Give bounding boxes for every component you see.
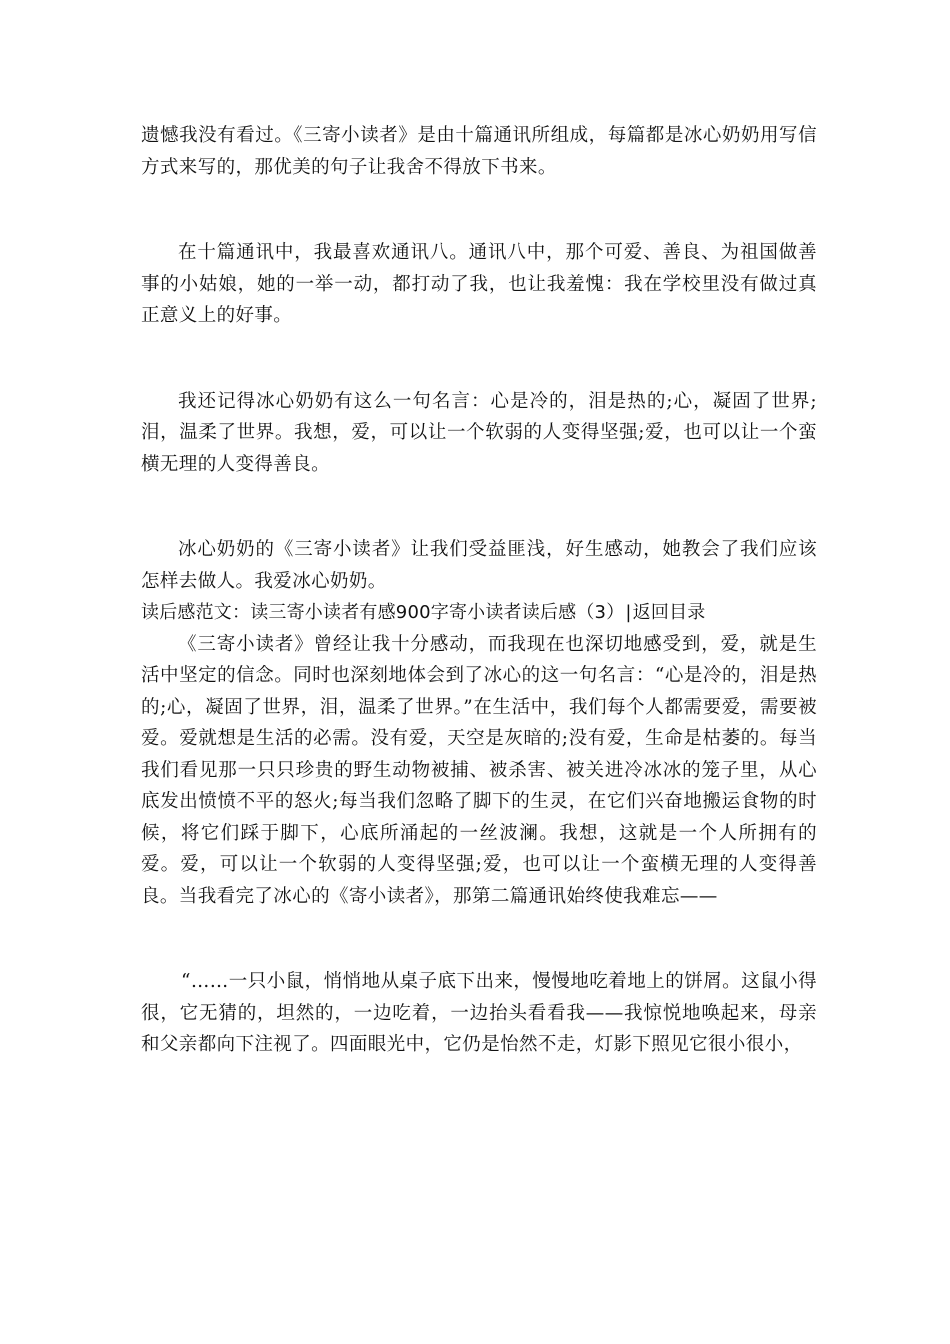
section-heading bbox=[141, 597, 817, 629]
paragraph-6: “……一只小鼠，悄悄地从桌子底下出来，慢慢地吃着地上的饼屑。这鼠小得很，它无猜的，坦然的，一边吃着，一边抬头看看我——我惊悦地唤起来，母亲和父亲都向下注视了。四面眼光中，它仍是怡然不走，灯影下照见它很小很小， bbox=[141, 971, 817, 1055]
section-separator: | bbox=[625, 602, 632, 623]
back-to-contents-link[interactable]: 返回目录 bbox=[632, 602, 706, 623]
document-page bbox=[141, 120, 817, 1061]
paragraph-3: 我还记得冰心奶奶有这么一句名言：心是冷的，泪是热的;心，凝固了世界;泪，温柔了世界。我想，爱，可以让一个软弱的人变得坚强;爱，也可以让一个蛮横无理的人变得善良。 bbox=[141, 390, 817, 475]
paragraph-5: 《三寄小读者》曾经让我十分感动，而我现在也深切地感受到，爱，就是生活中坚定的信念。同时也深刻地体会到了冰心的这一句名言：“心是冷的，泪是热的;心，凝固了世界，泪，温柔了世界。”在生活中，我们每个人都需要爱，需要被爱。爱就想是生活的必需。没有爱，天空是灰暗的;没有爱，生命是枯萎的。每当我们看见那一只只珍贵的野生动物被捕、被杀害、被关进冷冰冰的笼子里，从心底发出愤愤不平的怒火;每当我们忽略了脚下的生灵，在它们兴奋地搬运食物的时候，将它们踩于脚下，心底所涌起的一丝波澜。我想，这就是一个人所拥有的爱。爱，可以让一个软弱的人变得坚强;爱，也可以让一个蛮横无理的人变得善良。当我看完了冰心的《寄小读者》，那第二篇通讯始终使我难忘—— bbox=[141, 633, 817, 907]
paragraph-2: 在十篇通讯中，我最喜欢通讯八。通讯八中，那个可爱、善良、为祖国做善事的小姑娘，她的一举一动，都打动了我，也让我羞愧：我在学校里没有做过真正意义上的好事。 bbox=[141, 242, 817, 326]
section-title: 读后感范文：读三寄小读者有感900字寄小读者读后感（3） bbox=[141, 602, 625, 623]
paragraph-4: 冰心奶奶的《三寄小读者》让我们受益匪浅，好生感动，她教会了我们应该怎样去做人。我爱冰心奶奶。 bbox=[141, 539, 817, 592]
paragraph-1: 遗憾我没有看过。《三寄小读者》是由十篇通讯所组成，每篇都是冰心奶奶用写信方式来写的，那优美的句子让我舍不得放下书来。 bbox=[141, 125, 817, 178]
